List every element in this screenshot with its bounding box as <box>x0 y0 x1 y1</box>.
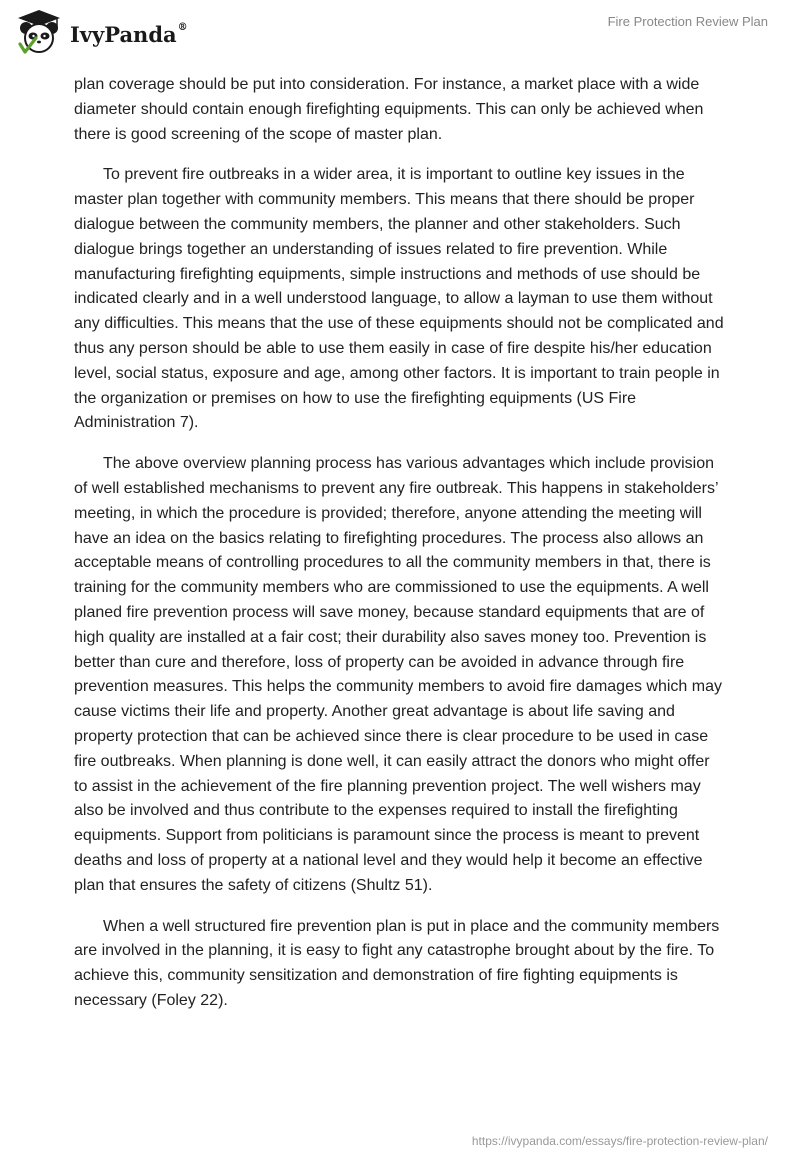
brand-name <box>70 22 188 47</box>
essay-body <box>74 73 726 1030</box>
document-title: Fire Protection Review Plan <box>607 14 768 29</box>
paragraph: plan coverage should be put into consideration. For instance, a market place with a wide diameter should contain enough firefighting equipments. This can only be achieved when there is good screening of the scope of master plan. <box>74 76 704 143</box>
paragraph: When a well structured fire prevention plan is put in place and the community members are involved in the planning, it is easy to fight any catastrophe brought about by the fire. To achieve this, community sensitization and demonstration of fire fighting equipments is necessary (Foley 22). <box>74 917 720 1009</box>
brand-logo[interactable] <box>14 8 188 56</box>
paragraph: The above overview planning process has various advantages which include provision of well established mechanisms to prevent any fire outbreak. This happens in stakeholders’ meeting, in which the procedure is provided; therefore, anyone attending the meeting will have an idea on the basics relating to firefighting procedures. The process also allows an acceptable means of controlling procedures to all the community members in that, there is training for the community members who are commissioned to use the equipments. A well planed fire prevention process will save money, because standard equipments that are of high quality are installed at a fair cost; their durability also saves money too. Prevention is better than cure and therefore, loss of property can be avoided in advance through fire prevention measures. This helps the community members to avoid fire damages which may cause victims their life and property. Another great advantage is about life saving and property protection that can be achieved since there is clear procedure to be used in case fire outbreaks. When planning is done well, it can easily attract the donors who might offer to assist in the achievement of the fire planning prevention project. The well wishers may also be involved and thus contribute to the expenses required to install the firefighting equipments. Support from politicians is paramount since the process is meant to prevent deaths and loss of property at a national level and they would help it become an effective plan that ensures the safety of citizens (Shultz 51). <box>74 455 722 894</box>
registered-mark: ® <box>177 21 188 33</box>
brand-name-text: IvyPanda <box>70 21 177 47</box>
panda-graduate-logo-icon <box>14 8 64 56</box>
paragraph: To prevent fire outbreaks in a wider area, it is important to outline key issues in the master plan together with community members. This means that there should be proper dialogue between the community members, the planner and other stakeholders. Such dialogue brings together an understanding of issues related to fire prevention. While manufacturing firefighting equipments, simple instructions and methods of use should be indicated clearly and in a well understood language, to allow a layman to use them without any difficulties. This means that the use of these equipments should not be complicated and thus any person should be able to use them easily in case of fire despite his/her education level, social status, exposure and age, among other factors. It is important to train people in the organization or premises on how to use the firefighting equipments (US Fire Administration 7). <box>74 166 724 432</box>
page-header <box>0 0 800 64</box>
source-url[interactable]: https://ivypanda.com/essays/fire-protection-review-plan/ <box>471 1134 768 1148</box>
